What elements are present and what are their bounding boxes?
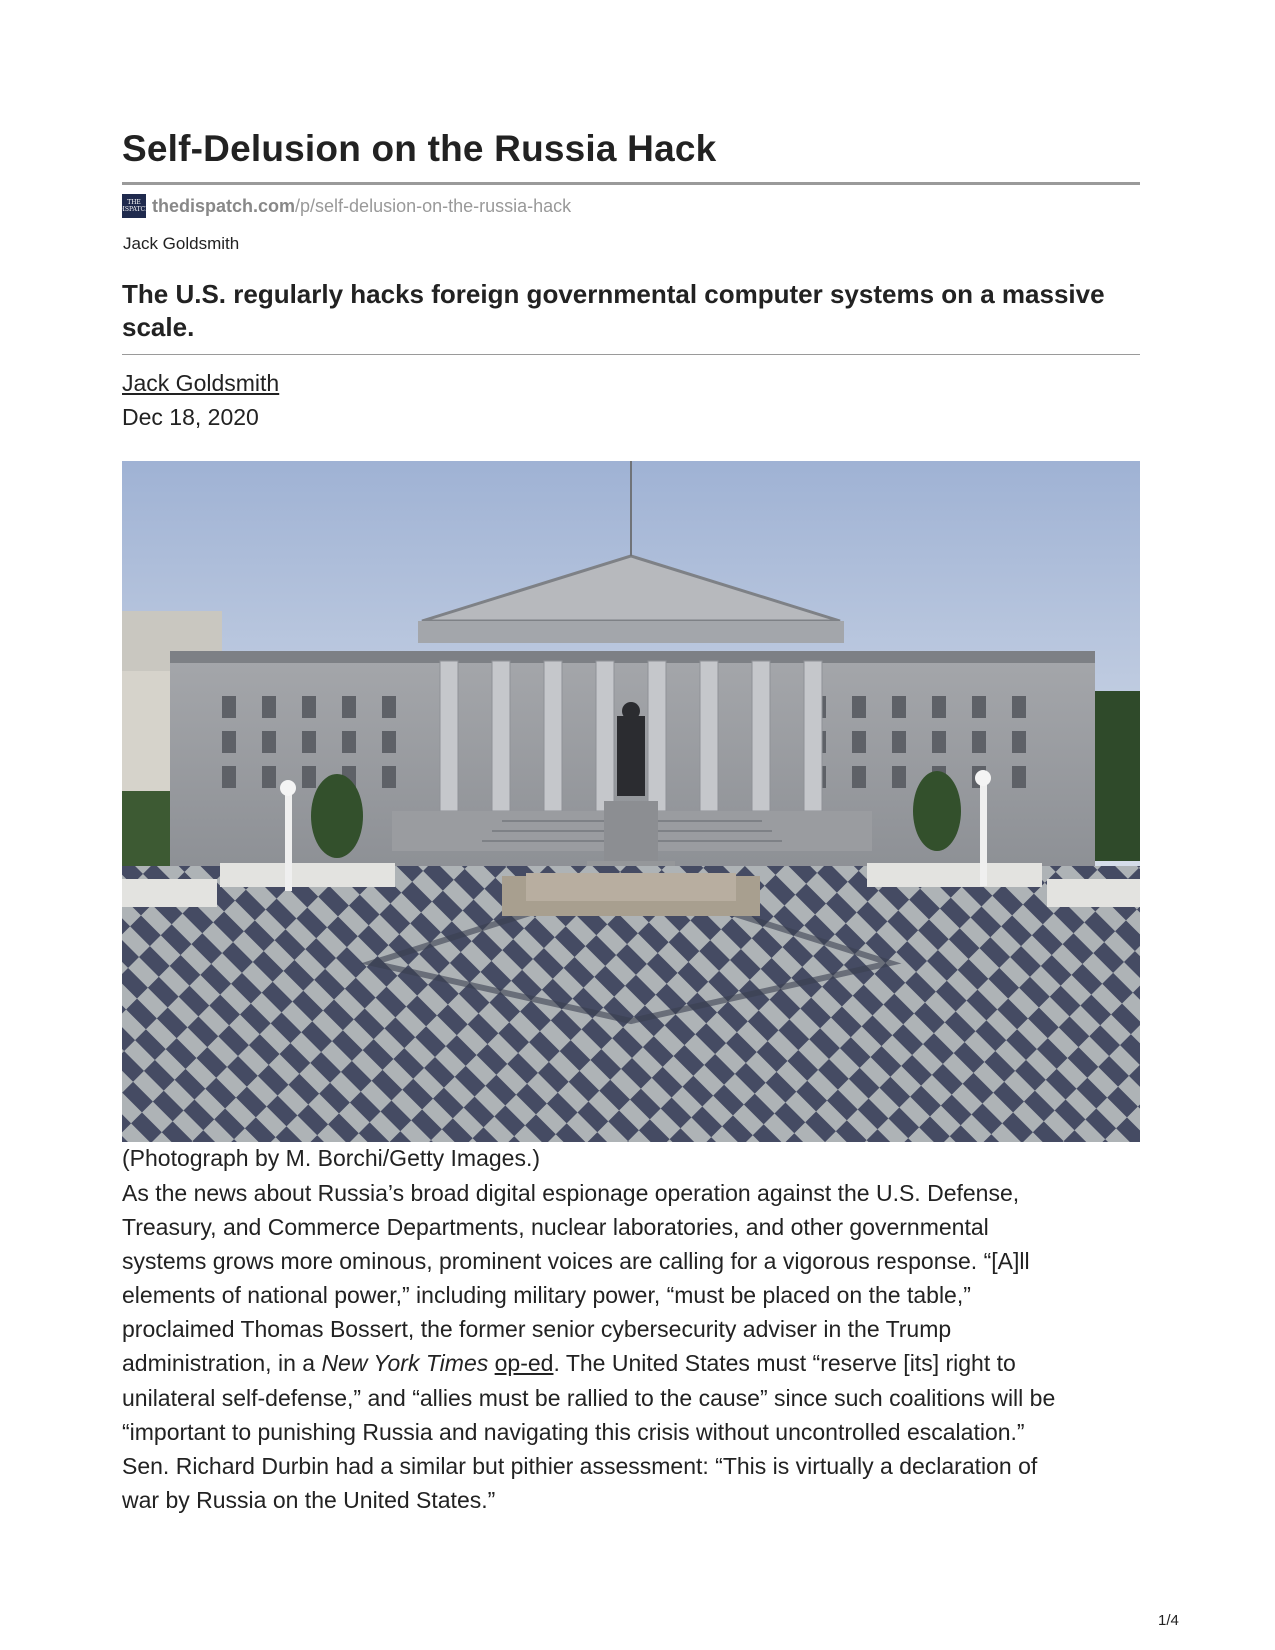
source-domain: thedispatch.com <box>152 195 296 216</box>
byline: Jack Goldsmith <box>123 234 240 253</box>
body-line: unilateral self-defense,” and “allies must be rallied to the cause” since such coalitions will be <box>122 1384 1056 1411</box>
article-subtitle: The U.S. regularly hacks foreign governmental computer systems on a massive scale. <box>122 279 1105 342</box>
article-paragraph <box>122 1176 1140 1517</box>
body-line: Treasury, and Commerce Departments, nuclear laboratories, and other governmental <box>122 1214 989 1241</box>
image-caption: (Photograph by M. Borchi/Getty Images.) <box>122 1145 541 1171</box>
publish-date: Dec 18, 2020 <box>122 404 259 430</box>
body-line: proclaimed Thomas Bossert, the former senior cybersecurity adviser in the Trump <box>122 1316 952 1343</box>
source-path: /p/self-delusion-on-the-russia-hack <box>295 195 572 216</box>
subtitle-divider <box>122 354 1140 355</box>
article-title: Self-Delusion on the Russia Hack <box>122 128 717 169</box>
body-line: systems grows more ominous, prominent voices are calling for a vigorous response. “[A]ll <box>122 1248 1030 1275</box>
page-number: 1/4 <box>1158 1612 1179 1629</box>
body-line: “important to punishing Russia and navigating this crisis without uncontrolled escalation.” <box>122 1418 1025 1445</box>
op-ed-link[interactable]: op-ed <box>494 1350 554 1377</box>
body-line: elements of national power,” including military power, “must be placed on the table,” <box>122 1282 971 1309</box>
author-link[interactable]: Jack Goldsmith <box>122 370 280 396</box>
body-line: war by Russia on the United States.” <box>122 1486 496 1513</box>
body-line: Sen. Richard Durbin had a similar but pithier assessment: “This is virtually a declaration of <box>122 1452 1038 1479</box>
dispatch-favicon-icon: THE DISPATCH <box>122 194 146 218</box>
body-line: As the news about Russia’s broad digital espionage operation against the U.S. Defense, <box>122 1180 1020 1206</box>
publication-name: New York Times <box>321 1350 489 1377</box>
source-url[interactable] <box>117 194 572 218</box>
treasury-building-photo <box>122 461 1140 1142</box>
title-divider <box>122 182 1140 185</box>
body-line: administration, in a New York Times op-ed. The United States must “reserve [its] right to <box>122 1350 1016 1377</box>
